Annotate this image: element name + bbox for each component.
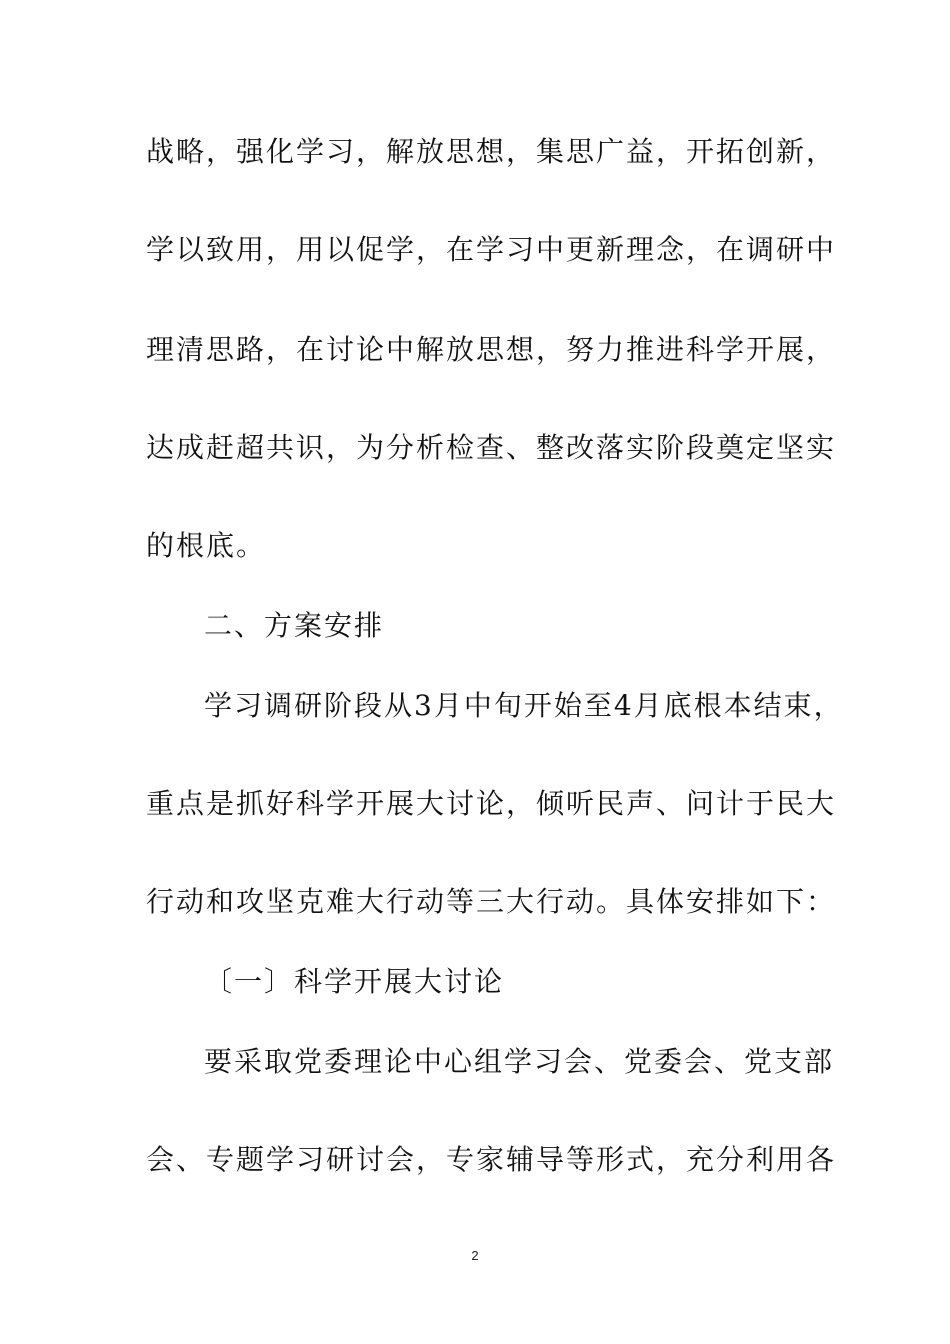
body-line-3: 理清思路，在讨论中解放思想，努力推进科学开展，	[146, 333, 837, 366]
body-line-2: 学以致用，用以促学，在学习中更新理念，在调研中	[146, 233, 837, 266]
body-line-10: 会、专题学习研讨会，专家辅导等形式，充分利用各	[146, 1143, 837, 1176]
body-line-1: 战略，强化学习，解放思想，集思广益，开拓创新，	[146, 135, 837, 168]
body-line-7: 重点是抓好科学开展大讨论，倾听民声、问计于民大	[146, 787, 837, 820]
body-line-8: 行动和攻坚克难大行动等三大行动。具体安排如下：	[146, 885, 837, 918]
body-line-4: 达成赶超共识，为分析检查、整改落实阶段奠定坚实	[146, 431, 837, 464]
body-line-9: 要采取党委理论中心组学习会、党委会、党支部	[204, 1045, 835, 1078]
body-line-6: 学习调研阶段从3月中旬开始至4月底根本结束，	[204, 689, 844, 722]
section-heading: 二、方案安排	[204, 609, 385, 642]
subsection-heading: 〔一〕科学开展大讨论	[204, 965, 505, 998]
body-line-5: 的根底。	[146, 529, 267, 562]
page-number: 2	[471, 1248, 479, 1263]
